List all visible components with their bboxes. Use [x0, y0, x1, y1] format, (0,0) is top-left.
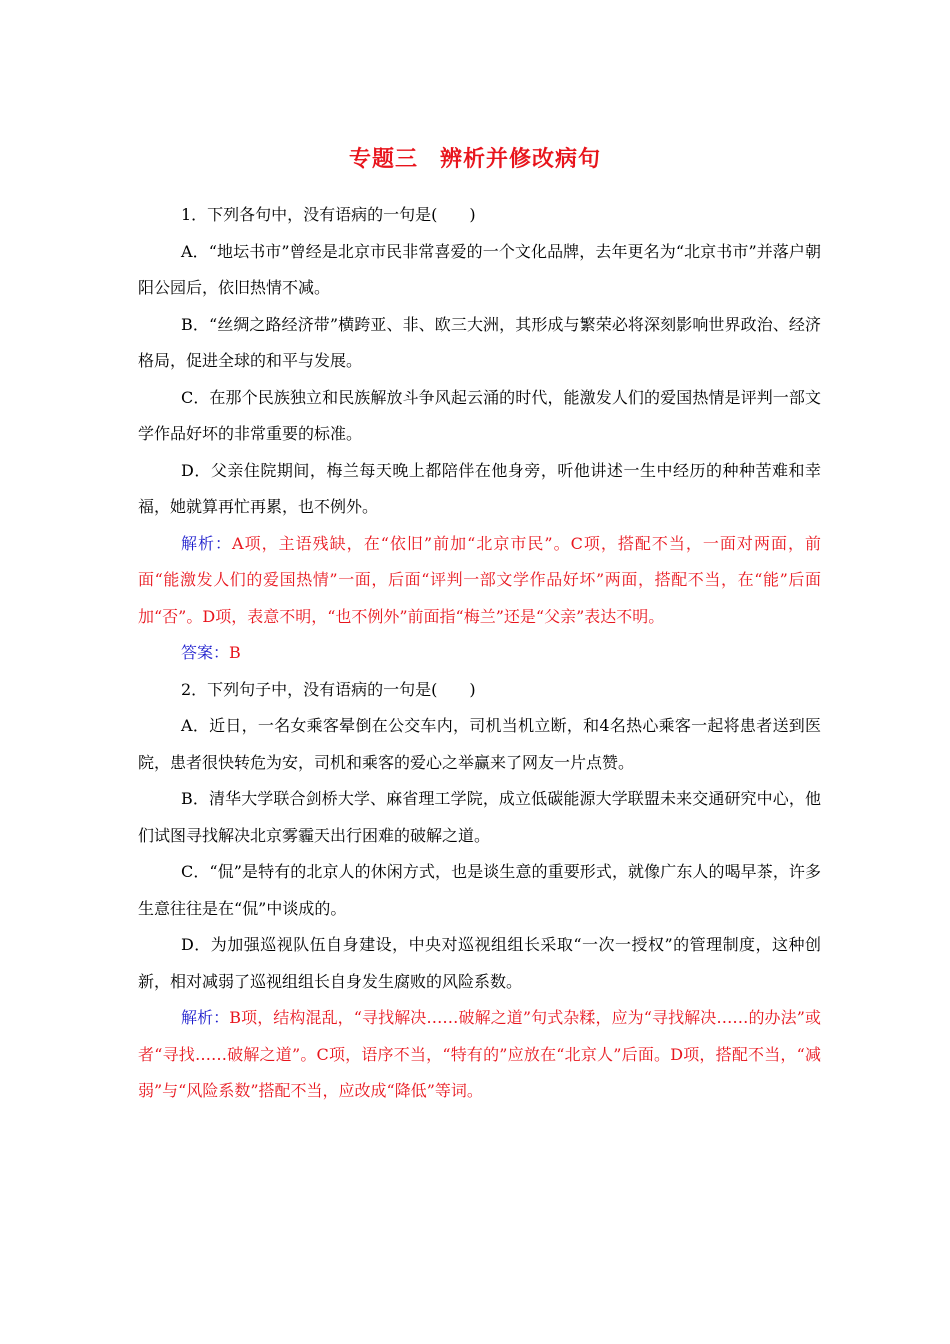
question-2-option-c: C．“侃”是特有的北京人的休闲方式，也是谈生意的重要形式，就像广东人的喝早茶，许多生意往往是在“侃”中谈成的。 — [138, 862, 821, 918]
answer-label: 答案： — [181, 643, 230, 662]
question-1-option-c: C．在那个民族独立和民族解放斗争风起云涌的时代，能激发人们的爱国热情是评判一部文学作品好坏的非常重要的标准。 — [138, 387, 821, 443]
question-2-option-d: D．为加强巡视队伍自身建设，中央对巡视组组长采取“一次一授权”的管理制度，这种创新，相对减弱了巡视组组长自身发生腐败的风险系数。 — [138, 935, 821, 991]
title-part-2: 辨析并修改病句 — [440, 146, 602, 172]
answer-value: B — [229, 643, 241, 662]
question-1-answer — [138, 635, 821, 672]
explanation-label: 解析： — [181, 533, 233, 553]
question-1-stem: 1．下列各句中，没有语病的一句是( ) — [181, 205, 476, 224]
question-2-explanation — [138, 1000, 821, 1110]
explanation-text: A项，主语残缺，在“依旧”前加“北京市民”。C项，搭配不当，一面对两面，前面“能激发人们的爱国热情”一面，后面“评判一部文学作品好坏”两面，搭配不当，在“能”后面加“否”。D项，表意不明，“也不例外”前面指“梅兰”还是“父亲”表达不明。 — [138, 533, 821, 626]
explanation-label: 解析： — [181, 1008, 230, 1027]
question-1-option-b: B．“丝绸之路经济带”横跨亚、非、欧三大洲，其形成与繁荣必将深刻影响世界政治、经济格局，促进全球的和平与发展。 — [138, 314, 821, 370]
question-2-option-a: A．近日，一名女乘客晕倒在公交车内，司机当机立断，和4名热心乘客一起将患者送到医院，患者很快转危为安，司机和乘客的爱心之举赢来了网友一片点赞。 — [138, 716, 821, 772]
page-title — [0, 142, 950, 173]
document-body — [138, 197, 821, 1110]
question-2-stem: 2．下列句子中，没有语病的一句是( ) — [181, 679, 476, 699]
explanation-text: B项，结构混乱，“寻找解决……破解之道”句式杂糅，应为“寻找解决……的办法”或者“寻找……破解之道”。C项，语序不当，“特有的”应放在“北京人”后面。D项，搭配不当，“减弱”与“风险系数”搭配不当，应改成“降低”等词。 — [138, 1008, 821, 1100]
question-2-option-b: B．清华大学联合剑桥大学、麻省理工学院，成立低碳能源大学联盟未来交通研究中心，他们试图寻找解决北京雾霾天出行困难的破解之道。 — [138, 789, 821, 845]
question-1-option-d: D．父亲住院期间，梅兰每天晚上都陪伴在他身旁，听他讲述一生中经历的种种苦难和幸福，她就算再忙再累，也不例外。 — [138, 460, 821, 516]
question-1-option-a: A．“地坛书市”曾经是北京市民非常喜爱的一个文化品牌，去年更名为“北京书市”并落户朝阳公园后，依旧热情不减。 — [138, 241, 821, 297]
question-1-explanation — [138, 526, 821, 636]
title-part-1: 专题三 — [348, 146, 418, 172]
